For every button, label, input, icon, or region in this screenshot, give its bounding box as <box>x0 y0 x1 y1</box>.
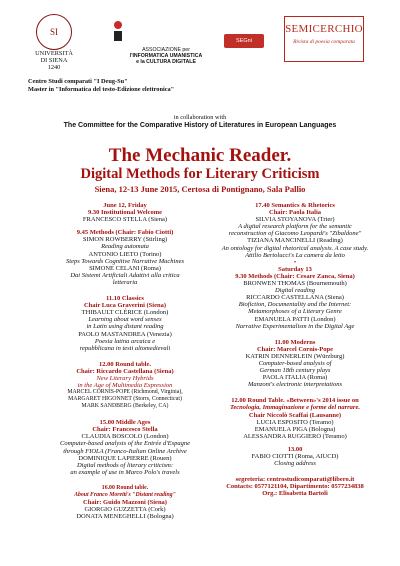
program-line: Manzoni's electronic interpretations <box>247 381 343 389</box>
program-line: June 12, Friday <box>103 202 147 209</box>
seal-text: SI <box>49 27 58 37</box>
program-line: ANTONIO LIETO (Torino) <box>88 250 162 258</box>
program-line: repubblicana in testi altomedievali <box>79 344 171 352</box>
spacer <box>60 352 190 361</box>
page-title: The Mechanic Reader. <box>108 145 292 166</box>
program-line: 12.00 Round Table. «Between»'s 2014 issue on <box>231 397 359 405</box>
siena-name-line2: DI SIENA <box>40 57 68 64</box>
spacer <box>60 476 190 485</box>
program-line: DONATA MENEGHELLI (Bologna) <box>76 513 174 521</box>
program-line: Learning about word senses <box>88 316 162 324</box>
program-line: Poesia latina arcaica e <box>94 337 156 345</box>
program-line: Dai Sistemi Artificiali Adattivi alla critica letteraria <box>70 271 180 286</box>
spacer <box>210 467 380 476</box>
program-line: Chair: Guido Mazzoni (Siena) <box>83 498 167 506</box>
program-line: LUCIA ESPOSITO (Teramo) <box>256 418 334 426</box>
program-line: 12.00 Round table. <box>98 360 151 368</box>
centro-studi: Centro Studi comparati "I Deug-Su" <box>28 78 128 85</box>
program-line: Reading automata <box>101 243 149 251</box>
seg-logo-box: SEGni <box>224 34 264 48</box>
aiucd-logo <box>111 20 221 66</box>
program-line: Narrative Experimentalism in the Digital Age <box>235 322 355 330</box>
program-line: Digital methods of literary criticism: <box>76 461 174 469</box>
program-line: FABIO CIOTTI (Roma, AIUCD) <box>251 453 339 460</box>
program-line: Contacts: 0577121104, Dipartimento: 0577234838 <box>226 483 364 491</box>
spacer <box>210 388 380 397</box>
program-line: BRONWEN THOMAS (Bournemouth) <box>243 280 347 288</box>
program-line: TIZIANA MANCINELLI (Reading) <box>247 237 343 245</box>
program-line: MARGARET HIGONNET (Storrs, Connecticut) <box>68 396 182 403</box>
university-of-siena-logo <box>34 14 74 72</box>
program-line: EMANUELA PIGA (Bologna) <box>254 425 336 433</box>
program-line: in Latin using distant reading <box>86 323 164 331</box>
program-line: Chair: Riccardo Castellana (Siena) <box>76 367 174 375</box>
program-line: 9.30 Institutional Welcome <box>87 209 163 217</box>
program-line: reconstruction of Giacomo Leopardi's "Zibaldone" <box>228 230 362 238</box>
dateline: Siena, 12-13 June 2015, Certosa di Pontignano, Sala Pallio <box>94 184 306 194</box>
program-line: Computer-based analysis of <box>258 359 332 367</box>
program-line: RICCARDO CASTELLANA (Siena) <box>246 294 344 302</box>
seg-logo <box>224 34 266 50</box>
program-line: New Literary Hybrids <box>96 374 154 382</box>
program-line: PAOLO MASTANDREA (Venezia) <box>78 330 172 338</box>
program-line: Chair Niccolò Scaffai (Lausanne) <box>248 411 342 419</box>
program-line: 15.00 Middle Ages <box>99 419 151 427</box>
program-line: CLAUDIA BOSCOLO (London) <box>81 433 169 441</box>
aiucd-line2: l'INFORMATICA UMANISTICA <box>129 53 203 59</box>
spacer <box>60 286 190 295</box>
program-line: Chair: Paola Italia <box>269 209 321 217</box>
program-line: 16.00 Round table. <box>101 484 149 491</box>
page-subtitle: Digital Methods for Literary Criticism <box>80 166 320 182</box>
program-line: Computer-based analysis of the Entrée d'Espagne <box>60 440 190 448</box>
semicerchio-title: SEMICERCHIO <box>285 23 363 35</box>
program-line: an example of use in Marco Polo's travels <box>70 468 180 476</box>
program-line: An ontology for digital rhetorical analysis. A case study. <box>221 244 369 252</box>
program-line: 11.10 Classics <box>106 295 144 303</box>
program-line: segreteria: centrostudicomparati@libero.it <box>235 476 355 484</box>
siena-name-line1: UNIVERSITÀ <box>35 50 73 57</box>
collab-line1: in collaboration with <box>173 114 227 121</box>
program-line: 9.30 Methods (Chair: Cesare Zanca, Siena) <box>235 272 355 280</box>
program-line: SILVIA STOYANOVA (Trier) <box>255 216 335 224</box>
program-line: 13.00 <box>287 445 303 453</box>
program-line: MARCEL CORNIS-POPE (Richmond, Virginia), <box>67 389 183 396</box>
aiucd-line1: ASSOCIAZIONE per <box>142 47 190 53</box>
program-line: A digital research platform for the semantic <box>238 223 352 231</box>
program-line: GIORGIO GUZZETTA (Cork) <box>84 506 166 513</box>
program-line: MARK SANDBERG (Berkeley, CA) <box>81 403 169 410</box>
program-line: Attilio Bertolucci's La camera da letto <box>245 251 345 259</box>
semicerchio-logo <box>284 16 364 62</box>
program-line: SIMONE CELANI (Roma) <box>89 264 161 272</box>
program-right-column <box>210 202 380 497</box>
program-line: EMANUELA PATTI (London) <box>254 315 336 323</box>
program-left-column <box>60 202 190 520</box>
program-line: SIMON ROWBERRY (Stirling) <box>82 236 168 244</box>
program-line: Biofiction, Documentality and the Internet: <box>238 301 352 309</box>
program-line: Saturday 13 <box>278 265 312 273</box>
siena-year: 1240 <box>47 64 61 71</box>
siena-seal-icon <box>36 14 72 50</box>
aiucd-line3: e la CULTURA DIGITALE <box>136 59 196 65</box>
collab-line2: The Committee for the Comparative History of Literatures in European Languages <box>63 122 337 129</box>
program-line: Closing address <box>274 460 316 468</box>
program-line: Digital reading <box>274 287 316 295</box>
program-line: Steps Towards Cognitive Narrative Machines <box>66 257 184 265</box>
program-line: KATRIN DENNERLEIN (Würzburg) <box>245 352 345 360</box>
program-line: through FIOLA (Franco-Italian Online Archive <box>63 447 187 455</box>
program-line: in the Age of Multimedia Expression <box>77 382 173 390</box>
spacer <box>60 410 190 419</box>
program-line: FRANCESCO STELLA (Siena) <box>82 216 168 224</box>
program-line: Metamorphoses of a Literary Genre <box>248 308 342 316</box>
program-line: 9.45 Methods (Chair: Fabio Ciotti) <box>76 229 174 237</box>
program-line: 17.40 Semantics & Rhetorics <box>255 202 335 209</box>
program-line: About Franco Moretti's "Distant reading" <box>74 491 176 498</box>
program-line: German 18th century plays <box>259 367 331 375</box>
program-line: Org.: Elisabetta Bartoli <box>262 490 328 498</box>
program-line: Chair Luca Graverini (Siena) <box>83 302 167 310</box>
program-line: Chair: Francesco Stella <box>92 426 158 434</box>
program-line: ALESSANDRA RUGGIERO (Teramo) <box>243 432 347 440</box>
program-line: THIBAULT CLÉRICE (London) <box>81 309 169 317</box>
program-line: Tecnologia, Immaginazione e forme del narrare. <box>230 404 360 412</box>
aiucd-mark-icon <box>111 20 125 42</box>
semicerchio-subtitle: Rivista di poesia comparata <box>293 39 355 45</box>
program-line: 11.00 Moderns <box>274 338 316 346</box>
master-line: Master in "Informatica del testo-Edizione elettronica" <box>28 86 175 93</box>
program-line: • <box>293 258 297 266</box>
program-line: DOMINIQUE LAPIERRE (Rouen) <box>78 454 172 462</box>
program-line: PAOLA ITALIA (Roma) <box>262 374 328 382</box>
spacer <box>210 330 380 339</box>
program-line: Chair: Marcel Cornis-Pope <box>256 345 334 353</box>
